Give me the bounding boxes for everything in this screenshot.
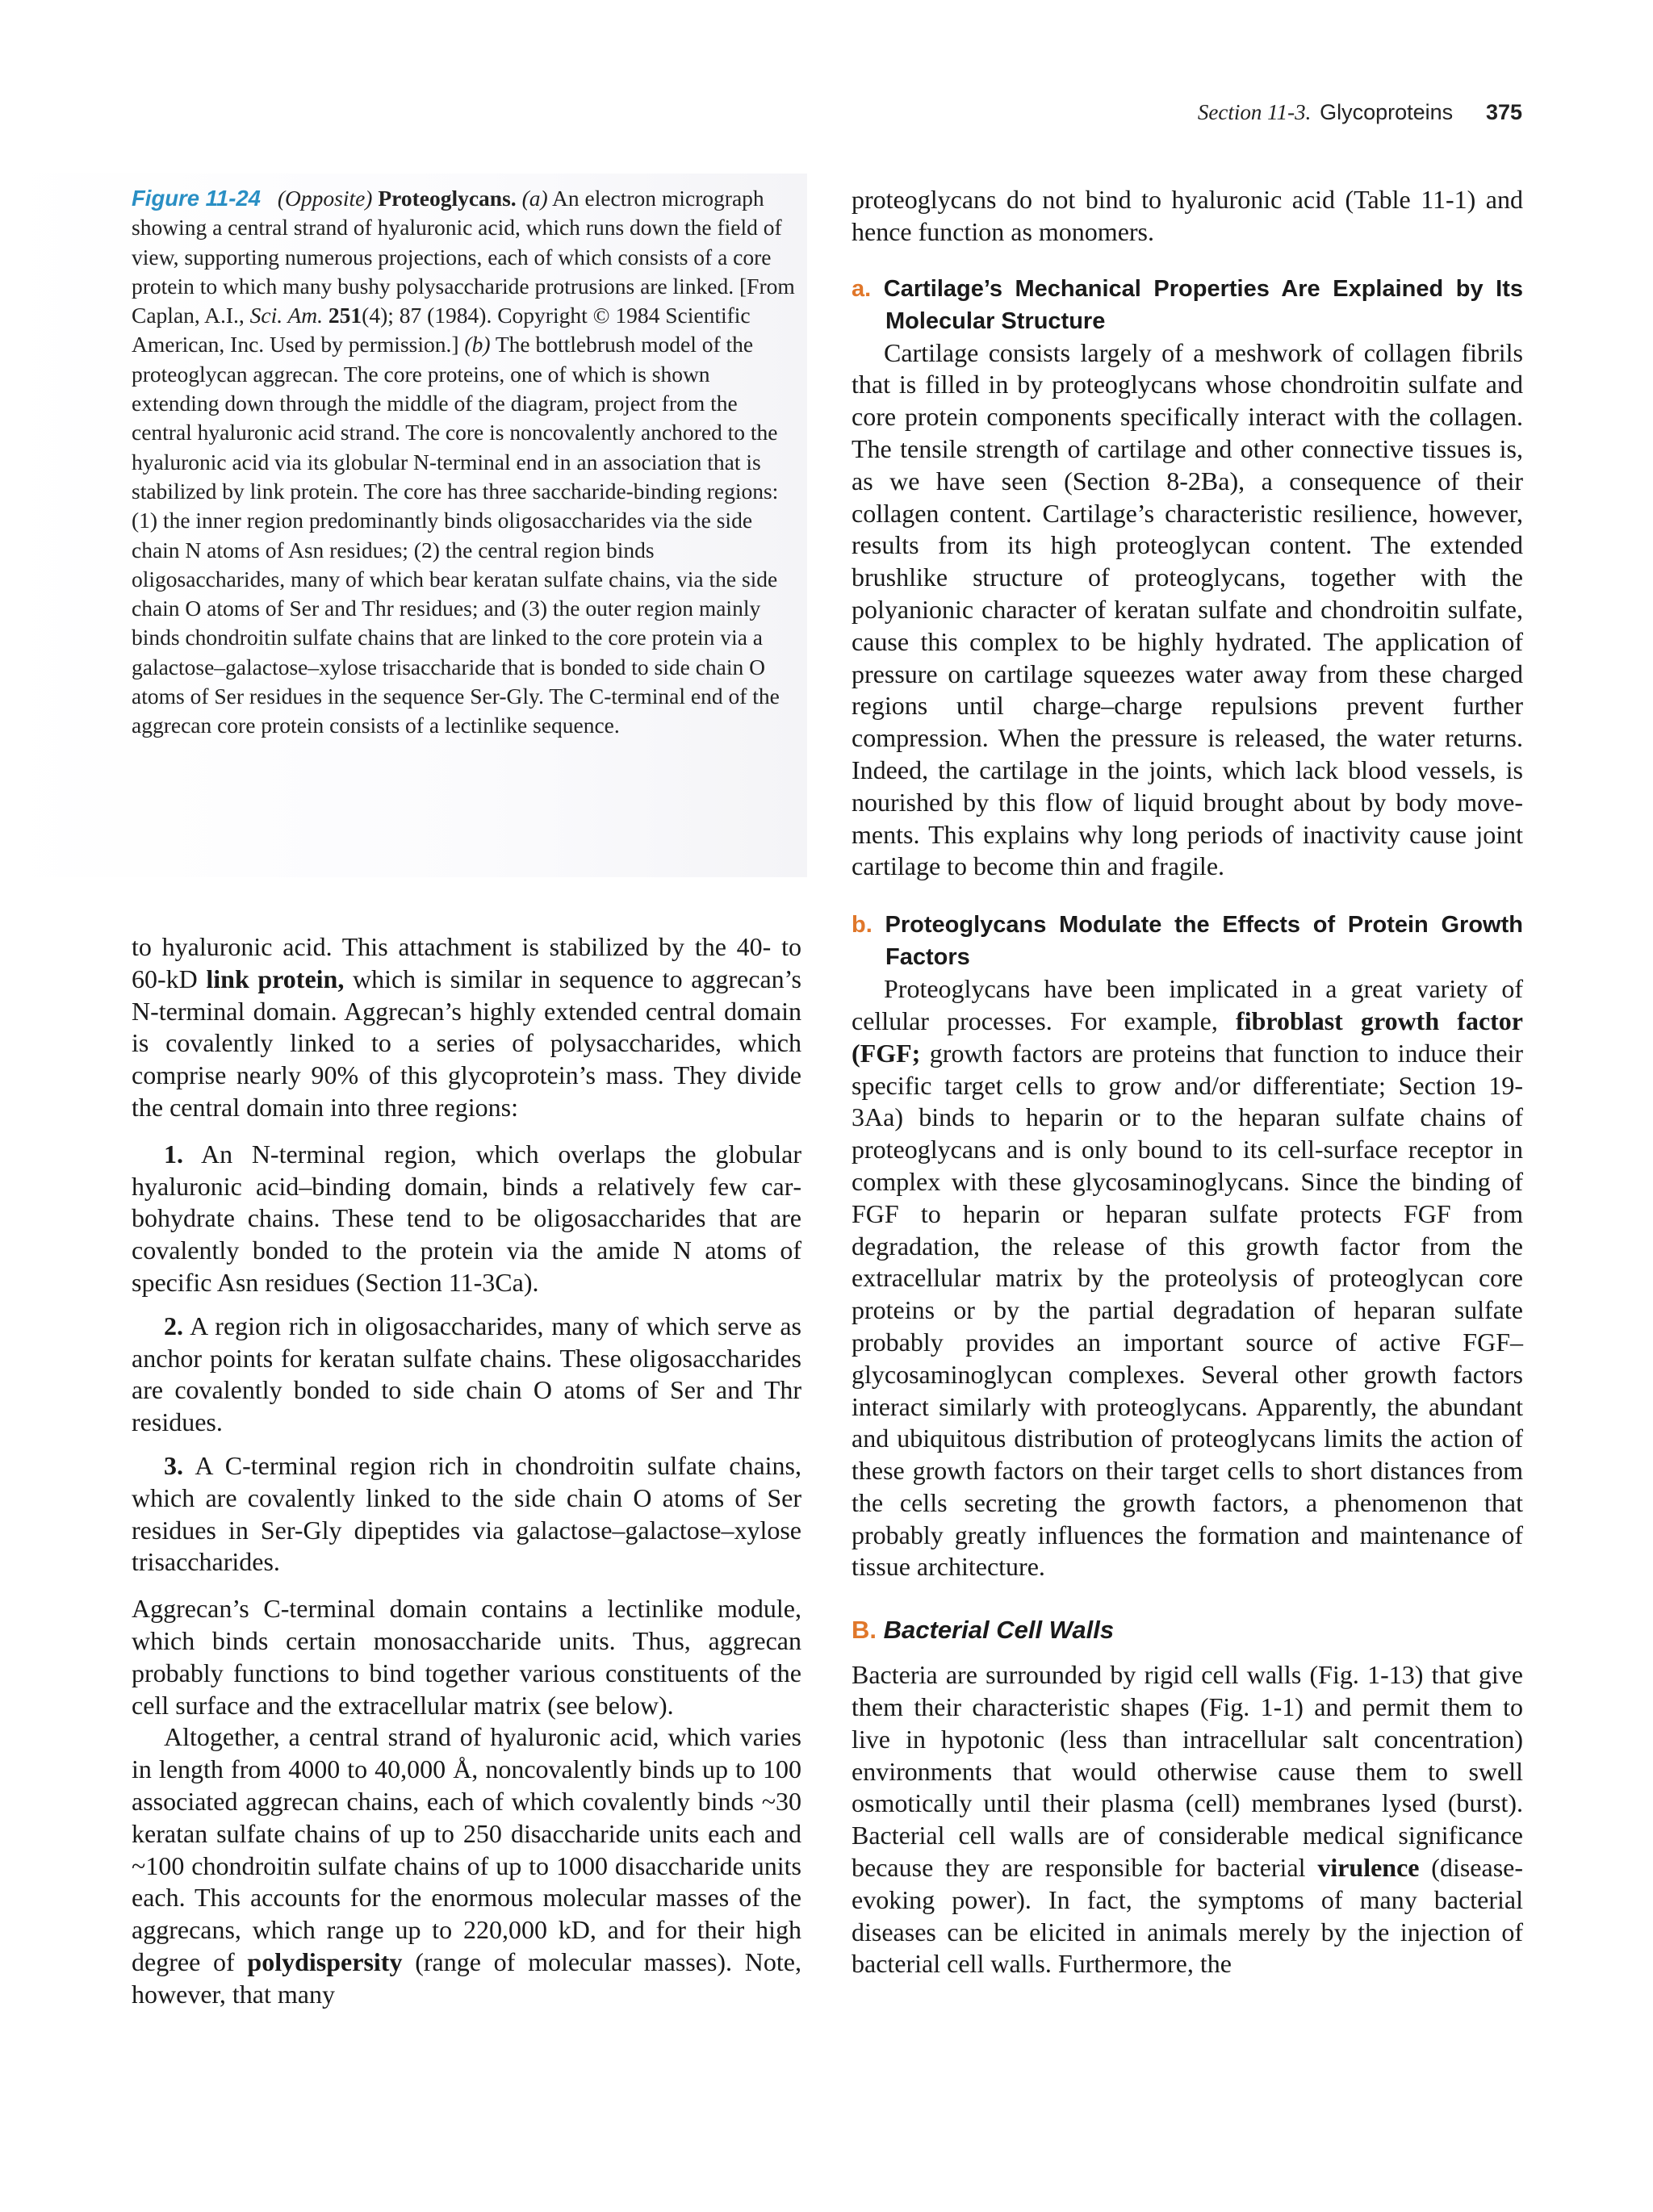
text-run: to hyaluronic acid. This attachment is stabilized by the 40- to 60-kD (132, 932, 801, 993)
right-column (852, 184, 1523, 1980)
list-number: 2. (164, 1311, 183, 1340)
caption-journal: Sci. Am. (249, 303, 324, 328)
section-title: Bacterial Cell Walls (883, 1616, 1115, 1645)
left-paragraph-2: Aggrecan’s C-terminal domain contains a lectinlike module, which binds certain monosaccharide units. Thus, aggrecan probably functions to bind together various constituents of the cell surface and the extracellular matrix (see below). (132, 1594, 801, 1720)
subhead-b (852, 909, 1523, 973)
figure-caption (132, 184, 801, 741)
text-run: (range of molecular masses). Note, however, that many (132, 1946, 802, 2009)
caption-text-3: The bottlebrush model of the proteoglycan aggrecan. The core proteins, one of which is shown extending down through the middle of the diagram, project from the central hyaluronic acid strand. The core is noncovalently anchored to the hyaluronic acid via its globular N-terminal end in an association that is stabilized by link protein. The core has three saccharide-binding regions: (1) the inner region predominantly binds oligosaccharides via the side chain N atoms of Asn residues; (2) the central region binds oligosaccharides, many of which bear keratan sulfate chains, via the side chain O atoms of Ser and Thr residues; and (3) the outer region mainly binds chondroitin sulfate chains that are linked to the core protein via a galactose–galactose–xylose trisaccharide that is bonded to side chain O atoms of Ser residues in the sequence Ser-Gly. The C-terminal end of the aggrecan core protein consists of a lectinlike sequence. (132, 332, 780, 738)
term-link-protein: link protein, (206, 964, 345, 993)
right-paragraph-0: proteoglycans do not bind to hyaluronic acid (Table 11-1) and hence function as monomers. (852, 185, 1523, 246)
page-number: 375 (1485, 100, 1522, 124)
list-item-2 (132, 1311, 801, 1439)
subhead-letter: b. (852, 912, 873, 939)
running-header (1198, 100, 1522, 125)
caption-part-b: (b) (464, 332, 491, 358)
subhead-text: Proteoglycans Modulate the Effects of Protein Growth Factors (885, 912, 1523, 971)
figure-label: Figure 11-24 (132, 186, 261, 211)
text-run: Altogether, a central strand of hyaluronic acid, which varies in length from 4000 to 40,000 Å, noncovalently binds up to 100 associated aggrecan chains, each of which covalently binds ~30 keratan sulfate chains of up to 250 disaccharide units each and ~100 chondroitin sulfate chains of up to 1000 disaccharide units each. This accounts for the enormous molecular masses of the aggrecans, which range up to 220,000 kD, and for their high degree of (132, 1722, 801, 1976)
caption-title: Proteoglycans. (378, 186, 517, 211)
caption-part-a: (a) (521, 186, 548, 211)
term-polydispersity: polydispersity (247, 1946, 403, 1976)
text-run: growth factors are proteins that function to induce their specific target cells to grow and/or differentiate; Section 19-3Aa) binds to heparin or to the heparan sulfate chains of proteoglycans and is only bound to its cell-surface receptor in complex with these glycosaminoglycans. Since the binding of FGF to heparin or heparan sulfate protects FGF from degradation, the release of this growth factor from the extracellular matrix by the proteolysis of proteoglycan core proteins or by the partial degradation of heparan sulfate probably provides an important source of active FGF–glycosaminoglycan complexes. Several other growth factors interact similarly with proteoglycans. Apparently, the abundant and ubiquitous distribution of proteoglycans limits the action of these growth factors on their target cells to short distances from the cells secreting the growth factors, a phenomenon that probably greatly influences the formation and maintenance of tissue architecture. (852, 1038, 1523, 1582)
caption-opposite: (Opposite) (277, 186, 373, 211)
caption-text-2: (4); 87 (1984). Copyright © 1984 Scientific American, Inc. Used by permission.] (132, 303, 751, 358)
list-item-3 (132, 1450, 801, 1579)
left-paragraph-3 (132, 1721, 801, 2010)
section-head-B (852, 1614, 1523, 1646)
list-number: 3. (164, 1450, 183, 1480)
subhead-a (852, 273, 1523, 337)
right-paragraph-b (852, 973, 1523, 1583)
header-title: Glycoproteins (1320, 100, 1454, 124)
text-run: A region rich in oligosaccharides, many of which serve as anchor points for keratan sulfate chains. These oligosaccharides are covalently bonded to side chain O atoms of Ser and Thr residues. (132, 1311, 801, 1437)
header-section: Section 11-3. (1197, 100, 1312, 124)
right-paragraph-a: Cartilage consists largely of a meshwork of collagen fibrils that is filled in by proteoglycans whose chondroitin sulfate and core protein components specifically interact with the collagen. The tensile strength of cartilage and other connective tissues is, as we have seen (Section 8-2Ba), a consequence of their collagen content. Cartilage’s characteristic resilience, however, results from its high proteoglycan content. The extended brushlike structure of proteoglycans, together with the polyanionic character of keratan sulfate and chondroitin sulfate, cause this complex to be highly hydrated. The application of pressure on cartilage squeezes water away from these charged regions until charge–charge repulsions prevent further compression. When the pressure is released, the water returns. Indeed, the cartilage in the joints, which lack blood vessels, is nourished by this flow of liquid brought about by body movements. This explains why long periods of inactivity cause joint cartilage to become thin and fragile. (852, 337, 1523, 881)
term-fgf: fibroblast growth factor (FGF; (852, 1006, 1524, 1068)
subhead-text: Cartilage’s Mechanical Properties Are Explained by Its Molecular Structure (883, 275, 1523, 334)
caption-text-1: An electron micrograph showing a central strand of hyaluronic acid, which runs down the field of view, supporting numerous projections, each of which consists of a core protein to which many bushy polysaccharide protrusions are linked. [From Caplan, A.I., (132, 186, 795, 328)
caption-volume: 251 (328, 303, 362, 328)
text-run: A C-terminal region rich in chondroitin sulfate chains, which are covalently linked to the side chain O atoms of Ser residues in Ser-Gly dipeptides via galactose–galactose–xylose trisaccharides. (132, 1450, 801, 1577)
section-letter: B. (852, 1616, 877, 1645)
subhead-letter: a. (852, 275, 872, 302)
text-run: An N-terminal region, which overlaps the globular hyaluronic acid–binding domain, binds a relatively few carbohydrate chains. These tend to be oligosaccharides that are covalently bonded to the protein via the amide N atoms of specific Asn residues (Section 11-3Ca). (132, 1139, 801, 1297)
left-column (132, 931, 801, 2011)
list-item-1 (132, 1139, 801, 1299)
term-virulence: virulence (1317, 1853, 1420, 1883)
right-paragraph-B (852, 1659, 1523, 1980)
text-run: (disease-evoking power). In fact, the symptoms of many bacterial diseases can be elicited in animals merely by the injection of bacterial cell walls. Furthermore, the (852, 1853, 1523, 1979)
list-number: 1. (164, 1139, 183, 1169)
text-run: Proteoglycans have been implicated in a great variety of cellular processes. For example, (852, 974, 1523, 1035)
left-paragraph-1 (132, 931, 801, 1124)
text-run: which is similar in sequence to aggrecan’s N-terminal domain. Aggrecan’s highly extended central domain is covalently linked to a series of polysaccharides, which comprise nearly 90% of this glycoprotein’s mass. They divide the central domain into three regions: (132, 964, 802, 1122)
text-run: Bacteria are surrounded by rigid cell walls (Fig. 1-13) that give them their characteristic shapes (Fig. 1-1) and permit them to live in hypotonic (less than intracellular salt concentration) environments that would otherwise cause them to swell osmotically until their plasma (cell) membranes lysed (burst). Bacterial cell walls are of considerable medical significance because they are responsible for bacterial (852, 1660, 1523, 1883)
